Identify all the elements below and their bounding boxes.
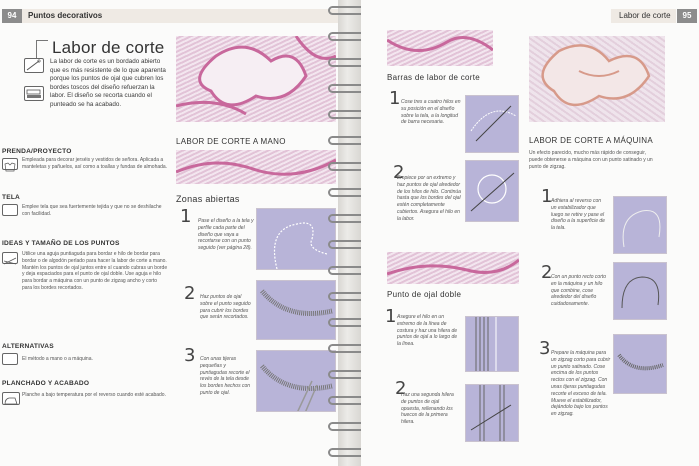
left-page	[0, 0, 338, 466]
double-step-1-number: 1	[385, 306, 397, 327]
page-title: Labor de corte	[52, 38, 165, 57]
hand-step-3-photo	[256, 350, 336, 412]
hand-cutwork-strip-photo	[176, 150, 336, 184]
bar-step-1-number: 1	[389, 88, 401, 109]
section-text-ideas: Utilice una aguja puntiaguda para bordar e hilo de bordar para bordar o de algodón perlado para hacer la labor de corte a mano. Mantén los puntos de ojal juntos entre sí cuando cubras un borde y deja espaciados para el punto de ojal doble. Use aguja e hilo para bordar a máquina con un punto de zigzag ancho y corto para los bordes recortados.	[22, 251, 168, 291]
right-page	[361, 0, 699, 466]
bar-step-1-photo	[465, 95, 519, 153]
open-zones-heading: Zonas abiertas	[176, 194, 240, 204]
double-step-1-text: Asegure el hilo en un extremo de la línea de costura y haz una hilera de puntos de ojal a lo largo de la línea.	[397, 314, 458, 348]
hand-step-2-number: 2	[184, 283, 196, 304]
hand-step-1-number: 1	[180, 206, 192, 227]
machine-intro-text: Un efecto parecido, mucho más rápido de conseguir, puede obtenerse a máquina con un punto satinado y un punto de zigzag.	[529, 150, 653, 170]
garment-icon	[2, 158, 18, 170]
right-page-number: 95	[677, 9, 697, 23]
section-text-fabric: Emplee tela que sea fuertemente tejida y que no se deshilache con facilidad.	[22, 204, 162, 217]
left-running-head: Puntos decorativos	[28, 11, 103, 20]
machine-step-2-text: Con un punto recto corto en la máquina y un hilo que combine, cose alrededor del diseño cuidadosamente.	[551, 274, 607, 308]
section-label-pressing: PLANCHADO Y ACABADO	[2, 380, 90, 387]
hand-step-2-text: Haz puntos de ojal sobre el punto seguido para cubrir los bordes que serán recortados.	[200, 294, 251, 321]
machine-step-1-number: 1	[541, 186, 553, 207]
double-buttonhole-lace-photo	[387, 252, 519, 284]
double-step-2-text: Haz una segunda hilera de puntos de ojal opuesta, rellenando los huecos de la primera hilera.	[401, 392, 454, 426]
right-running-head: Labor de corte	[619, 11, 671, 20]
double-buttonhole-heading: Punto de ojal doble	[387, 290, 462, 299]
machine-cutwork-heading: LABOR DE CORTE A MÁQUINA	[529, 136, 653, 145]
bar-step-1-text: Cose tres a cuatro hilos en su posición en el diseño sobre la tela, a la longitud de barra necesaria.	[401, 99, 461, 126]
hand-step-1-text: Pase el diseño a la tela y perfile cada parte del diseño que vaya a recortarse con un punto seguido (ver página 28).	[198, 218, 254, 252]
iron-icon	[2, 392, 20, 405]
sewing-machine-icon	[24, 86, 44, 101]
double-step-2-number: 2	[395, 378, 407, 399]
section-text-pressing: Planche a bajo temperatura por el reverso cuando esté acabado.	[22, 392, 166, 398]
bar-step-2-number: 2	[393, 162, 405, 183]
machine-step-3-text: Prepare la máquina para un zigzag corto para cubrir un punto satinado. Cose encima de los puntos rectos con el zigzag. Con unas tijeras puntiagudas recorte el exceso de tela. Mueve el estabilizador, dejándolo bajo los puntos en zigzag.	[551, 350, 611, 418]
machine-step-3-photo	[613, 334, 667, 394]
double-step-2-photo	[465, 384, 519, 442]
hand-step-2-photo	[256, 280, 336, 340]
machine-step-1-photo	[613, 196, 667, 254]
left-page-number: 94	[2, 9, 22, 23]
hand-step-3-number: 3	[184, 345, 196, 366]
bar-step-2-photo	[465, 160, 519, 222]
section-label-fabric: TELA	[2, 194, 21, 201]
fabric-icon	[2, 204, 18, 216]
hand-cutwork-heading: LABOR DE CORTE A MANO	[176, 137, 286, 146]
bar-step-2-text: Empiece por un extremo y haz puntos de ojal alrededor de los hilos de hilo. Continúa hasta que los bordes del ojal estén completamente cubiertos. Asegura el hilo en la labor.	[397, 175, 461, 222]
alternatives-icon	[2, 353, 18, 365]
intro-text: La labor de corte es un bordado abierto que es más resistente de lo que aparenta porque los puntos de ojal que cubren los bordes toscos del diseño refuerzan la labor. El diseño se recorta cuando el punteado se ha acabado.	[50, 58, 166, 108]
bars-lace-photo	[387, 30, 493, 66]
cutwork-hero-photo	[176, 36, 336, 122]
hand-needle-icon	[24, 58, 44, 73]
machine-step-2-photo	[613, 262, 667, 320]
machine-step-1-text: Adhiera al reverso con un estabilizador que luego se retire y pase el diseño a la superficie de la tela.	[551, 198, 605, 232]
bars-heading: Barras de labor de corte	[387, 73, 481, 82]
double-step-1-photo	[465, 316, 519, 372]
machine-step-3-number: 3	[539, 338, 551, 359]
machine-cutwork-hero-photo	[529, 36, 665, 122]
title-corner-mark	[36, 40, 48, 58]
section-text-project: Empleada para decorar jerséis y vestidos de señora. Aplicada a manteletas y pañuelos, así como a toallas y fundas de almohada.	[22, 157, 168, 170]
section-label-project: PRENDA/PROYECTO	[2, 148, 72, 155]
section-label-ideas: IDEAS Y TAMAÑO DE LOS PUNTOS	[2, 240, 120, 247]
section-label-alternatives: ALTERNATIVAS	[2, 343, 54, 350]
needles-icon	[2, 252, 18, 264]
section-text-alternatives: El método a mano o a máquina.	[22, 356, 93, 362]
hand-step-3-text: Con unas tijeras pequeñas y puntiagudas recorte el revés de la tela desde los bordes hechos con punto de ojal.	[200, 356, 251, 396]
hand-step-1-photo	[256, 208, 336, 270]
machine-step-2-number: 2	[541, 262, 553, 283]
